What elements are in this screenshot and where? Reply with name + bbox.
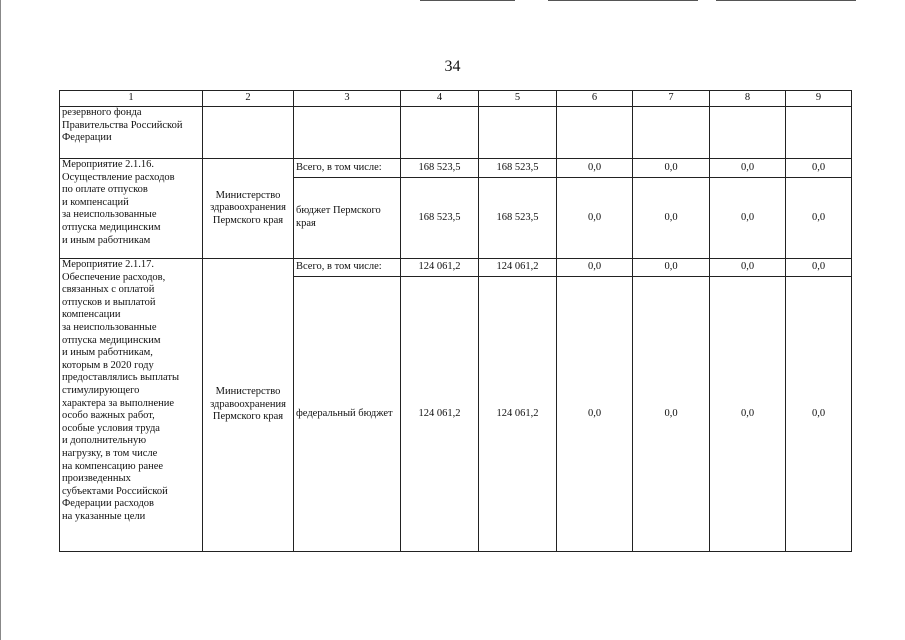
description-line: субъектами Российской	[62, 485, 168, 497]
description-line: отпуска медицинским	[62, 334, 161, 346]
value-cell: 0,0	[786, 159, 852, 178]
value-cell: 0,0	[710, 178, 786, 259]
description-line: и дополнительную	[62, 435, 147, 447]
column-header: 3	[294, 91, 401, 107]
description-line: и компенсаций	[62, 196, 129, 208]
description-cell	[60, 107, 203, 159]
source-label-cell: Всего, в том числе:	[294, 259, 401, 277]
value-cell: 168 523,5	[401, 178, 479, 259]
description-line: и иным работникам	[62, 234, 151, 246]
value-cell: 0,0	[557, 259, 633, 277]
table-row-continuation	[60, 107, 852, 159]
description-line: которым в 2020 году	[62, 359, 154, 371]
description-line: характера за выполнение	[62, 397, 175, 409]
description-line: по оплате отпусков	[62, 184, 148, 196]
source-label-cell: федеральный бюджет	[294, 277, 401, 552]
column-header: 6	[557, 91, 633, 107]
empty-cell	[479, 107, 557, 159]
description-line: на указанные цели	[62, 510, 146, 522]
value-cell: 0,0	[786, 259, 852, 277]
value-cell: 0,0	[557, 159, 633, 178]
value-cell: 0,0	[710, 259, 786, 277]
empty-cell	[557, 107, 633, 159]
value-cell: 0,0	[710, 277, 786, 552]
scan-artifact-line	[716, 0, 856, 1]
value-cell: 168 523,5	[479, 159, 557, 178]
value-cell: 0,0	[633, 178, 710, 259]
description-line: Осуществление расходов	[62, 171, 175, 183]
value-cell: 0,0	[633, 159, 710, 178]
column-header: 9	[786, 91, 852, 107]
table-row-2-1-16-total	[60, 159, 852, 178]
description-line: и иным работникам,	[62, 347, 153, 359]
scan-left-edge	[0, 0, 1, 640]
description-line: Федерации расходов	[62, 498, 154, 510]
empty-cell	[710, 107, 786, 159]
description-line: отпуска медицинским	[62, 221, 161, 233]
scan-artifact-line	[548, 0, 698, 1]
description-line: отпусков и выплатой	[62, 296, 156, 308]
value-cell: 168 523,5	[401, 159, 479, 178]
value-cell: 0,0	[557, 277, 633, 552]
description-line: Обеспечение расходов,	[62, 271, 166, 283]
column-header: 4	[401, 91, 479, 107]
description-line: компенсации	[62, 309, 121, 321]
value-cell: 168 523,5	[479, 178, 557, 259]
description-line: Федерации	[62, 132, 112, 144]
description-line: нагрузку, в том числе	[62, 447, 158, 459]
value-cell: 124 061,2	[401, 277, 479, 552]
description-line: произведенных	[62, 473, 131, 485]
description-line: особые условия труда	[62, 422, 160, 434]
empty-cell	[401, 107, 479, 159]
value-cell: 124 061,2	[479, 259, 557, 277]
value-cell: 124 061,2	[479, 277, 557, 552]
description-line: за неиспользованные	[62, 209, 157, 221]
empty-cell	[633, 107, 710, 159]
column-header: 8	[710, 91, 786, 107]
description-line: за неиспользованные	[62, 321, 157, 333]
column-header: 1	[60, 91, 203, 107]
description-line: предоставлялись выплаты	[62, 372, 180, 384]
empty-cell	[203, 107, 294, 159]
source-label-cell: бюджет Пермского края	[294, 178, 401, 259]
page-number: 34	[444, 58, 461, 75]
description-cell	[60, 159, 203, 259]
value-cell: 0,0	[786, 178, 852, 259]
source-label-cell: Всего, в том числе:	[294, 159, 401, 178]
description-line: Мероприятие 2.1.17.	[62, 259, 155, 270]
empty-cell	[294, 107, 401, 159]
budget-table	[59, 90, 852, 552]
value-cell: 0,0	[633, 259, 710, 277]
value-cell: 124 061,2	[401, 259, 479, 277]
description-line: Правительства Российской	[62, 119, 183, 131]
empty-cell	[786, 107, 852, 159]
description-line: особо важных работ,	[62, 410, 155, 422]
description-line: Мероприятие 2.1.16.	[62, 159, 155, 170]
executor-cell: Министерство здравоохранения Пермского края	[203, 259, 294, 552]
scan-artifact-line	[420, 0, 515, 1]
executor-cell: Министерство здравоохранения Пермского края	[203, 159, 294, 259]
value-cell: 0,0	[710, 159, 786, 178]
description-cell	[60, 259, 203, 552]
column-header: 7	[633, 91, 710, 107]
description-line: стимулирующего	[62, 384, 140, 396]
value-cell: 0,0	[557, 178, 633, 259]
column-header: 5	[479, 91, 557, 107]
description-line: резервного фонда	[62, 107, 142, 118]
column-header: 2	[203, 91, 294, 107]
description-line: на компенсацию ранее	[62, 460, 164, 472]
column-header-row	[60, 91, 852, 107]
description-line: связанных с оплатой	[62, 284, 155, 296]
value-cell: 0,0	[786, 277, 852, 552]
table-row-2-1-17-total	[60, 259, 852, 277]
value-cell: 0,0	[633, 277, 710, 552]
